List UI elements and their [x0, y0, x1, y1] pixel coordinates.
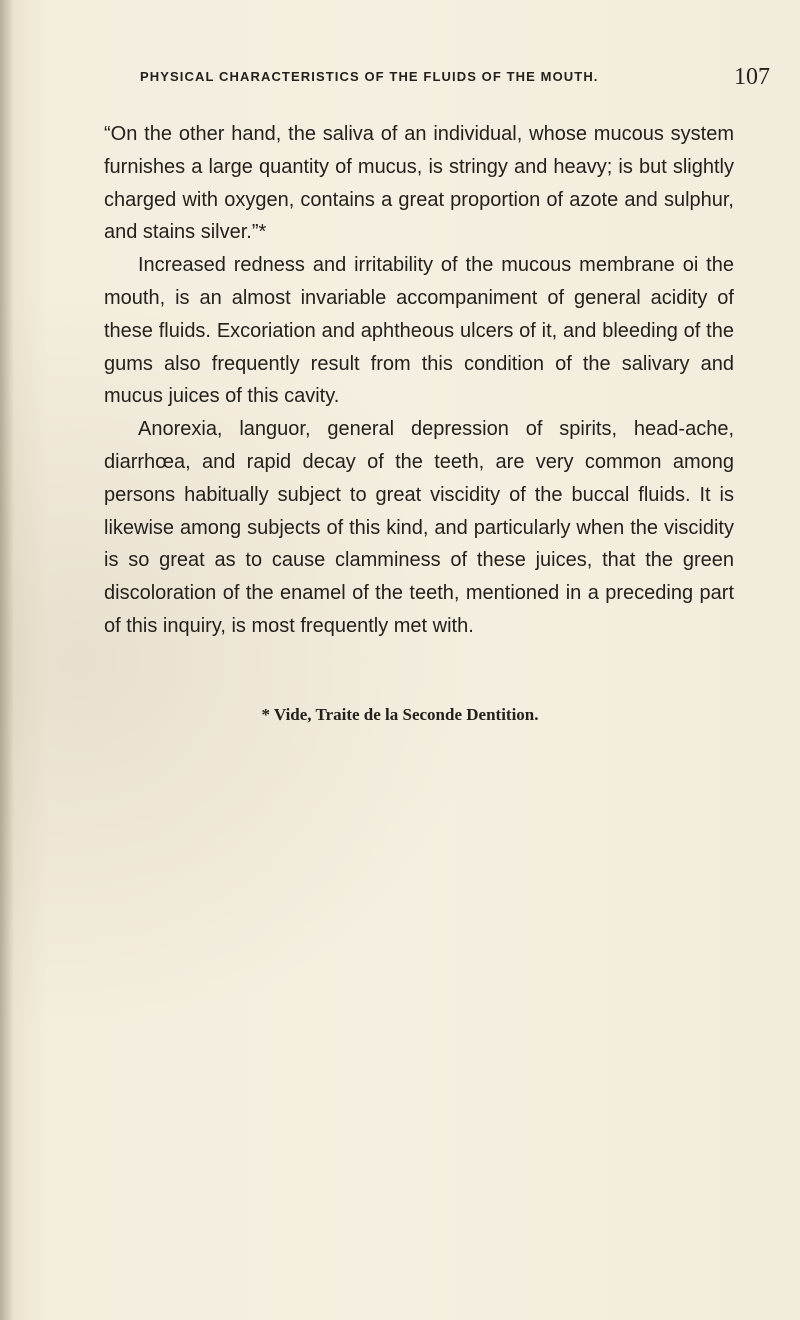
paragraph-anorexia: Anorexia, languor, general depression of spirits, head-ache, diarrhœa, and rapid decay of the teeth, are very common among persons habitually subject to great viscidity of the buccal fluids. It is likewise among subjects of this kind, and particularly when the viscidity is so great as to cause clamminess of these juices, that the green discoloration of the enamel of the teeth, mentioned in a preceding part of this inquiry, is most frequently met with. — [104, 418, 734, 637]
body-text — [104, 118, 734, 643]
paragraph-quote — [104, 118, 734, 249]
paragraph-redness: Increased redness and irritability of the mucous membrane oi the mouth, is an almost invariable accompaniment of general acidity of these fluids. Excoriation and aphtheous ulcers of it, and bleeding of the gums also frequently result from this condition of the salivary and mucus juices of this cavity. — [104, 254, 734, 408]
running-head: PHYSICAL CHARACTERISTICS OF THE FLUIDS OF THE MOUTH. — [140, 69, 599, 84]
binding-shadow — [0, 0, 14, 1320]
page-number: 107 — [734, 64, 770, 90]
footnote: * Vide, Traite de la Seconde Dentition. — [261, 705, 539, 724]
quote-text: “On the other hand, the saliva of an individual, whose mucous system furnishes a large quantity of mucus, is stringy and heavy; is but slightly charged with oxygen, contains a great proportion of azote and sulphur, and stains silver.”* — [104, 123, 734, 244]
